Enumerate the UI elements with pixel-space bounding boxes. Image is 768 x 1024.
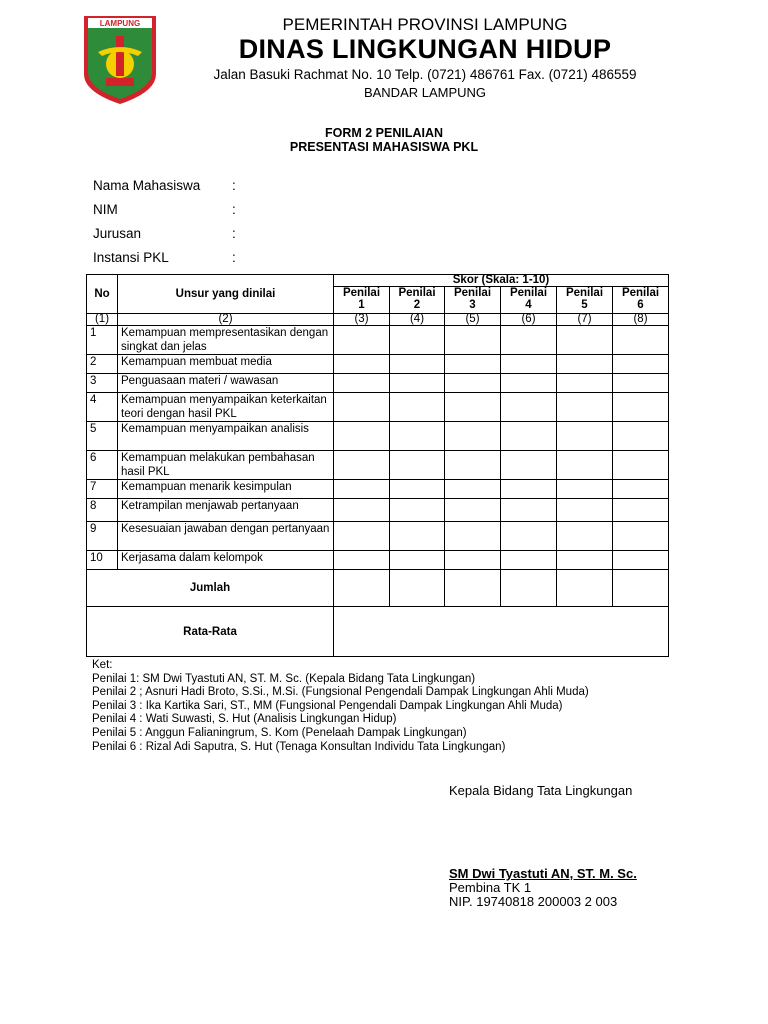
field-colon: : [232, 226, 236, 241]
score-cell[interactable] [501, 374, 557, 393]
row-no: 2 [87, 355, 118, 374]
table-row [87, 451, 669, 480]
row-no: 1 [87, 326, 118, 355]
table-row [87, 522, 669, 551]
score-cell[interactable] [445, 393, 501, 422]
score-cell[interactable] [613, 393, 669, 422]
score-cell[interactable] [613, 374, 669, 393]
score-cell[interactable] [557, 551, 613, 570]
table-row [87, 393, 669, 422]
field-colon: : [232, 202, 236, 217]
field-label-nama: Nama Mahasiswa [93, 178, 201, 193]
score-cell[interactable] [445, 522, 501, 551]
rata-rata-row [87, 607, 669, 657]
score-cell[interactable] [613, 326, 669, 355]
row-item: Kesesuaian jawaban dengan pertanyaan [118, 522, 334, 551]
score-cell[interactable] [613, 551, 669, 570]
score-cell[interactable] [557, 451, 613, 480]
score-cell[interactable] [501, 551, 557, 570]
rata-rata-cell[interactable] [334, 607, 669, 657]
score-cell[interactable] [334, 374, 390, 393]
signatory-name: SM Dwi Tyastuti AN, ST. M. Sc. [449, 866, 637, 881]
notes [92, 659, 589, 754]
row-no: 8 [87, 499, 118, 522]
col-number: (4) [390, 314, 445, 326]
form-subtitle: PRESENTASI MAHASISWA PKL [289, 140, 479, 154]
field-colon: : [232, 178, 236, 193]
score-cell[interactable] [445, 499, 501, 522]
score-cell[interactable] [334, 451, 390, 480]
header-unsur: Unsur yang dinilai [118, 275, 334, 314]
score-cell[interactable] [445, 451, 501, 480]
row-item: Kemampuan menarik kesimpulan [118, 480, 334, 499]
row-no: 3 [87, 374, 118, 393]
score-cell[interactable] [445, 355, 501, 374]
field-label-instansi: Instansi PKL [93, 250, 169, 265]
header-penilai-2: Penilai 2 [390, 287, 445, 314]
score-cell[interactable] [445, 480, 501, 499]
row-no: 5 [87, 422, 118, 451]
col-number: (5) [445, 314, 501, 326]
score-cell[interactable] [390, 570, 445, 607]
score-cell[interactable] [334, 393, 390, 422]
score-cell[interactable] [557, 374, 613, 393]
score-cell[interactable] [501, 522, 557, 551]
row-no: 7 [87, 480, 118, 499]
score-cell[interactable] [613, 451, 669, 480]
jumlah-label: Jumlah [87, 570, 334, 607]
row-item: Kemampuan menyampaikan keterkaitan teori dengan hasil PKL [118, 393, 334, 422]
col-number: (3) [334, 314, 390, 326]
score-cell[interactable] [445, 422, 501, 451]
score-cell[interactable] [390, 451, 445, 480]
header-skor: Skor (Skala: 1-10) [334, 275, 669, 287]
svg-text:LAMPUNG: LAMPUNG [99, 19, 141, 28]
table-row [87, 355, 669, 374]
score-cell[interactable] [334, 422, 390, 451]
table-row [87, 480, 669, 499]
score-cell[interactable] [334, 499, 390, 522]
notes-line: Penilai 1: SM Dwi Tyastuti AN, ST. M. Sc. (Kepala Bidang Tata Lingkungan) [92, 672, 476, 685]
col-number: (1) [87, 314, 118, 326]
row-item: Kerjasama dalam kelompok [118, 551, 334, 570]
score-cell[interactable] [390, 522, 445, 551]
score-cell[interactable] [445, 570, 501, 607]
field-label-nim: NIM [93, 202, 118, 217]
notes-line: Penilai 6 : Rizal Adi Saputra, S. Hut (Tenaga Konsultan Individu Tata Lingkungan) [92, 740, 506, 753]
row-no: 6 [87, 451, 118, 480]
score-cell[interactable] [501, 393, 557, 422]
score-cell[interactable] [501, 326, 557, 355]
signatory-nip: NIP. 19740818 200003 2 003 [449, 894, 618, 909]
score-cell[interactable] [613, 499, 669, 522]
score-cell[interactable] [501, 355, 557, 374]
score-cell[interactable] [501, 451, 557, 480]
government-name: PEMERINTAH PROVINSI LAMPUNG [282, 15, 568, 34]
score-cell[interactable] [334, 326, 390, 355]
score-cell[interactable] [557, 326, 613, 355]
col-number: (8) [613, 314, 669, 326]
rata-rata-label: Rata-Rata [87, 607, 334, 657]
score-cell[interactable] [613, 480, 669, 499]
score-cell[interactable] [445, 551, 501, 570]
table-row [87, 326, 669, 355]
score-cell[interactable] [613, 570, 669, 607]
row-item: Kemampuan menyampaikan analisis [118, 422, 334, 451]
score-cell[interactable] [557, 522, 613, 551]
row-no: 9 [87, 522, 118, 551]
score-cell[interactable] [501, 570, 557, 607]
score-cell[interactable] [334, 522, 390, 551]
field-label-jurusan: Jurusan [93, 226, 142, 241]
row-item: Penguasaan materi / wawasan [118, 374, 334, 393]
form-title: FORM 2 PENILAIAN [324, 126, 444, 140]
table-row [87, 374, 669, 393]
notes-line: Penilai 5 : Anggun Falianingrum, S. Kom (Penelaah Dampak Lingkungan) [92, 726, 467, 739]
row-no: 4 [87, 393, 118, 422]
score-cell[interactable] [613, 522, 669, 551]
score-cell[interactable] [390, 422, 445, 451]
score-cell[interactable] [613, 422, 669, 451]
col-number: (6) [501, 314, 557, 326]
score-cell[interactable] [390, 480, 445, 499]
score-cell[interactable] [557, 570, 613, 607]
table-row [87, 499, 669, 522]
score-cell[interactable] [334, 570, 390, 607]
header-penilai-1: Penilai 1 [334, 287, 390, 314]
row-no: 10 [87, 551, 118, 570]
score-cell[interactable] [334, 480, 390, 499]
col-number: (7) [557, 314, 613, 326]
header-penilai-5: Penilai 5 [557, 287, 613, 314]
row-item: Ketrampilan menjawab pertanyaan [118, 499, 334, 522]
notes-line: Penilai 3 : Ika Kartika Sari, ST., MM (Fungsional Pengendali Dampak Lingkungan Ahli Muda) [92, 699, 563, 712]
signatory-position: Kepala Bidang Tata Lingkungan [449, 783, 633, 798]
score-cell[interactable] [390, 374, 445, 393]
header-penilai-4: Penilai 4 [501, 287, 557, 314]
score-cell[interactable] [501, 480, 557, 499]
score-cell[interactable] [334, 355, 390, 374]
header-no: No [87, 275, 118, 314]
row-item: Kemampuan membuat media [118, 355, 334, 374]
score-cell[interactable] [501, 422, 557, 451]
score-cell[interactable] [390, 499, 445, 522]
score-cell[interactable] [390, 551, 445, 570]
score-cell[interactable] [390, 355, 445, 374]
score-cell[interactable] [557, 480, 613, 499]
header-penilai-3: Penilai 3 [445, 287, 501, 314]
col-number: (2) [118, 314, 334, 326]
score-cell[interactable] [613, 355, 669, 374]
department-name: DINAS LINGKUNGAN HIDUP [238, 34, 612, 64]
score-cell[interactable] [445, 326, 501, 355]
row-item: Kemampuan melakukan pembahasan hasil PKL [118, 451, 334, 480]
score-cell[interactable] [557, 499, 613, 522]
table-row [87, 551, 669, 570]
table-row [87, 422, 669, 451]
lampung-emblem [80, 14, 160, 106]
score-cell[interactable] [334, 551, 390, 570]
score-cell[interactable] [390, 393, 445, 422]
signatory-rank: Pembina TK 1 [449, 880, 532, 895]
jumlah-row [87, 570, 669, 607]
notes-line: Penilai 2 ; Asnuri Hadi Broto, S.Si., M.Si. (Fungsional Pengendali Dampak Lingkungan Ahli Muda) [92, 686, 589, 699]
department-address: Jalan Basuki Rachmat No. 10 Telp. (0721) 486761 Fax. (0721) 486559 [213, 67, 637, 82]
score-cell[interactable] [445, 374, 501, 393]
notes-title: Ket: [92, 659, 113, 671]
score-cell[interactable] [390, 326, 445, 355]
notes-line: Penilai 4 : Wati Suwasti, S. Hut (Analisis Lingkungan Hidup) [92, 713, 397, 726]
score-cell[interactable] [557, 355, 613, 374]
department-city: BANDAR LAMPUNG [363, 85, 487, 100]
score-table [86, 274, 669, 657]
header-penilai-6: Penilai 6 [613, 287, 669, 314]
row-item: Kemampuan mempresentasikan dengan singkat dan jelas [118, 326, 334, 355]
score-cell[interactable] [501, 499, 557, 522]
numbering-row [87, 314, 669, 326]
score-cell[interactable] [557, 422, 613, 451]
score-cell[interactable] [557, 393, 613, 422]
field-colon: : [232, 250, 236, 265]
